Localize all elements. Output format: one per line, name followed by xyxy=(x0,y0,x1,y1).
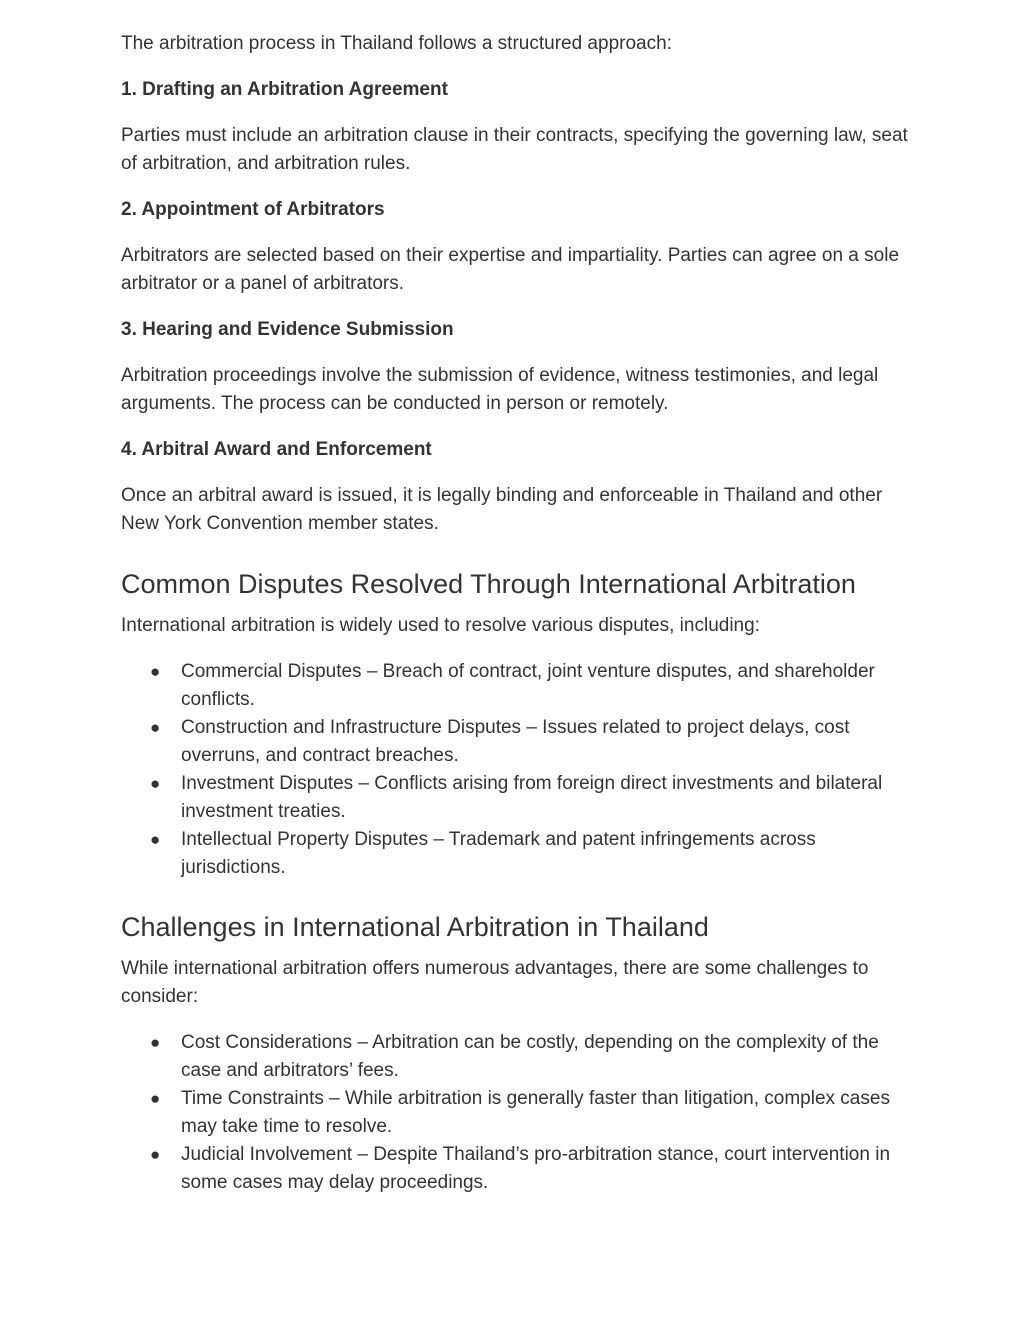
list-item: ● Investment Disputes – Conflicts arising from foreign direct investments and bilateral investment treaties. xyxy=(121,770,911,826)
bullet-icon: ● xyxy=(150,1145,161,1164)
disputes-list xyxy=(121,658,911,882)
bullet-icon: ● xyxy=(150,830,161,849)
list-item: ● Time Constraints – While arbitration is generally faster than litigation, complex cases may take time to resolve. xyxy=(121,1085,911,1141)
challenges-lead: While international arbitration offers numerous advantages, there are some challenges to consider: xyxy=(121,958,869,1007)
list-item: ● Commercial Disputes – Breach of contract, joint venture disputes, and shareholder conflicts. xyxy=(121,658,911,714)
challenges-heading: Challenges in International Arbitration in Thailand xyxy=(121,912,709,942)
disputes-lead: International arbitration is widely used to resolve various disputes, including: xyxy=(121,615,760,636)
disputes-heading: Common Disputes Resolved Through International Arbitration xyxy=(121,569,856,599)
step-3-body: Arbitration proceedings involve the submission of evidence, witness testimonies, and legal arguments. The process can be conducted in person or remotely. xyxy=(121,365,879,414)
step-3-title: 3. Hearing and Evidence Submission xyxy=(121,319,454,340)
step-4-body: Once an arbitral award is issued, it is legally binding and enforceable in Thailand and other New York Convention member states. xyxy=(121,485,883,534)
bullet-icon: ● xyxy=(150,774,161,793)
list-item: ● Cost Considerations – Arbitration can be costly, depending on the complexity of the case and arbitrators’ fees. xyxy=(121,1029,911,1085)
bullet-icon: ● xyxy=(150,718,161,737)
intro-text: The arbitration process in Thailand follows a structured approach: xyxy=(121,33,672,54)
step-1-title: 1. Drafting an Arbitration Agreement xyxy=(121,79,448,100)
step-1-body: Parties must include an arbitration clause in their contracts, specifying the governing law, seat of arbitration, and arbitration rules. xyxy=(121,125,908,174)
bullet-icon: ● xyxy=(150,662,161,681)
bullet-icon: ● xyxy=(150,1089,161,1108)
step-2-title: 2. Appointment of Arbitrators xyxy=(121,199,385,220)
list-item: ● Judicial Involvement – Despite Thailand’s pro-arbitration stance, court intervention in some cases may delay proceedings. xyxy=(121,1141,911,1197)
bullet-icon: ● xyxy=(150,1033,161,1052)
step-2-body: Arbitrators are selected based on their expertise and impartiality. Parties can agree on a sole arbitrator or a panel of arbitrators. xyxy=(121,245,900,294)
list-item: ● Construction and Infrastructure Disputes – Issues related to project delays, cost overruns, and contract breaches. xyxy=(121,714,911,770)
list-item: ● Intellectual Property Disputes – Trademark and patent infringements across jurisdictions. xyxy=(121,826,911,882)
step-4-title: 4. Arbitral Award and Enforcement xyxy=(121,439,432,460)
challenges-list xyxy=(121,1029,911,1197)
